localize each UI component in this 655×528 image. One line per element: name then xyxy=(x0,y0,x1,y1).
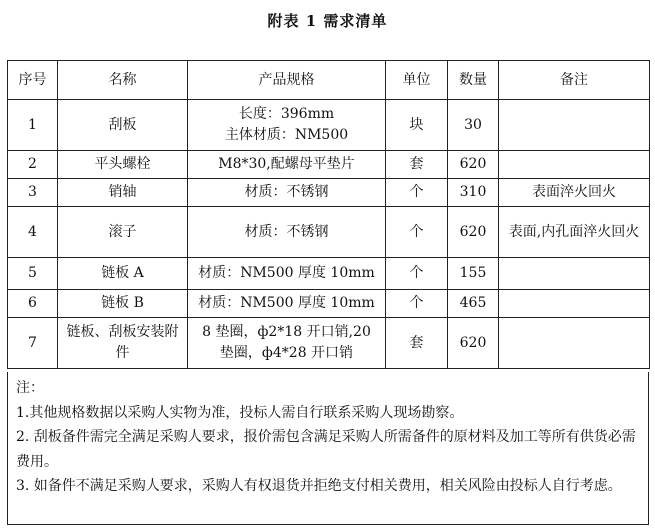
cell-no: 6 xyxy=(8,290,58,318)
cell-no: 4 xyxy=(8,207,58,258)
cell-spec xyxy=(188,318,386,369)
note-item: 3. 如备件不满足采购人要求，采购人有权退货并拒绝支付相关费用，相关风险由投标人自行考虑。 xyxy=(16,478,622,494)
cell-remark xyxy=(499,151,650,179)
cell-remark xyxy=(499,100,650,151)
cell-name: 平头螺栓 xyxy=(58,151,188,179)
notes-label: 注： xyxy=(16,380,44,396)
header-remark: 备注 xyxy=(499,61,650,100)
cell-unit: 个 xyxy=(386,258,448,290)
spec-line: 主体材质：NM500 xyxy=(224,127,349,143)
cell-unit: 套 xyxy=(386,151,448,179)
cell-name: 刮板 xyxy=(58,100,188,151)
cell-name: 链板 A xyxy=(58,258,188,290)
cell-qty: 155 xyxy=(448,258,499,290)
cell-unit: 个 xyxy=(386,290,448,318)
cell-name: 链板、刮板安装附件 xyxy=(58,318,188,369)
note-item: 1.其他规格数据以采购人实物为准，投标人需自行联系采购人现场勘察。 xyxy=(16,404,464,421)
cell-spec: 材质：NM500 厚度 10mm xyxy=(188,258,386,290)
cell-no: 5 xyxy=(8,258,58,290)
cell-remark xyxy=(499,258,650,290)
spec-line: 8 垫圈，ф2*18 开口销,20 xyxy=(202,324,371,340)
table-row xyxy=(8,151,650,179)
cell-spec: 材质：不锈钢 xyxy=(188,207,386,258)
cell-spec: 材质：不锈钢 xyxy=(188,179,386,207)
cell-name: 销轴 xyxy=(58,179,188,207)
cell-spec xyxy=(188,100,386,151)
cell-no: 7 xyxy=(8,318,58,369)
spec-line: 长度：396mm xyxy=(238,106,335,122)
cell-spec: 材质：NM500 厚度 10mm xyxy=(188,290,386,318)
cell-no: 1 xyxy=(8,100,58,151)
header-unit: 单位 xyxy=(386,61,448,100)
table-row xyxy=(8,100,650,151)
cell-name: 滚子 xyxy=(58,207,188,258)
cell-remark: 表面,内孔面淬火回火 xyxy=(499,207,650,258)
cell-spec: M8*30,配螺母平垫片 xyxy=(188,151,386,179)
cell-remark xyxy=(499,290,650,318)
cell-no: 3 xyxy=(8,179,58,207)
table-row xyxy=(8,207,650,258)
spec-line: 垫圈，ф4*28 开口销 xyxy=(219,345,354,361)
header-no: 序号 xyxy=(8,61,58,100)
table-row xyxy=(8,258,650,290)
header-qty: 数量 xyxy=(448,61,499,100)
table-row xyxy=(8,179,650,207)
cell-remark xyxy=(499,318,650,369)
cell-unit: 个 xyxy=(386,179,448,207)
cell-qty: 465 xyxy=(448,290,499,318)
table-header-row xyxy=(8,61,650,100)
cell-unit: 个 xyxy=(386,207,448,258)
page-title: 附表 1 需求清单 xyxy=(267,12,388,30)
cell-no: 2 xyxy=(8,151,58,179)
table-row xyxy=(8,290,650,318)
cell-qty: 310 xyxy=(448,179,499,207)
cell-qty: 30 xyxy=(448,100,499,151)
note-item: 2. 刮板备件需完全满足采购人要求，报价需包含满足采购人所需备件的原材料及加工等所有供货必需费用。 xyxy=(16,429,636,470)
cell-name: 链板 B xyxy=(58,290,188,318)
cell-unit: 块 xyxy=(386,100,448,151)
table-row xyxy=(8,318,650,369)
notes-section xyxy=(7,372,649,525)
header-spec: 产品规格 xyxy=(188,61,386,100)
cell-qty: 620 xyxy=(448,318,499,369)
cell-remark: 表面淬火回火 xyxy=(499,179,650,207)
header-name: 名称 xyxy=(58,61,188,100)
requirements-table xyxy=(7,60,650,369)
cell-qty: 620 xyxy=(448,151,499,179)
cell-unit: 套 xyxy=(386,318,448,369)
cell-qty: 620 xyxy=(448,207,499,258)
